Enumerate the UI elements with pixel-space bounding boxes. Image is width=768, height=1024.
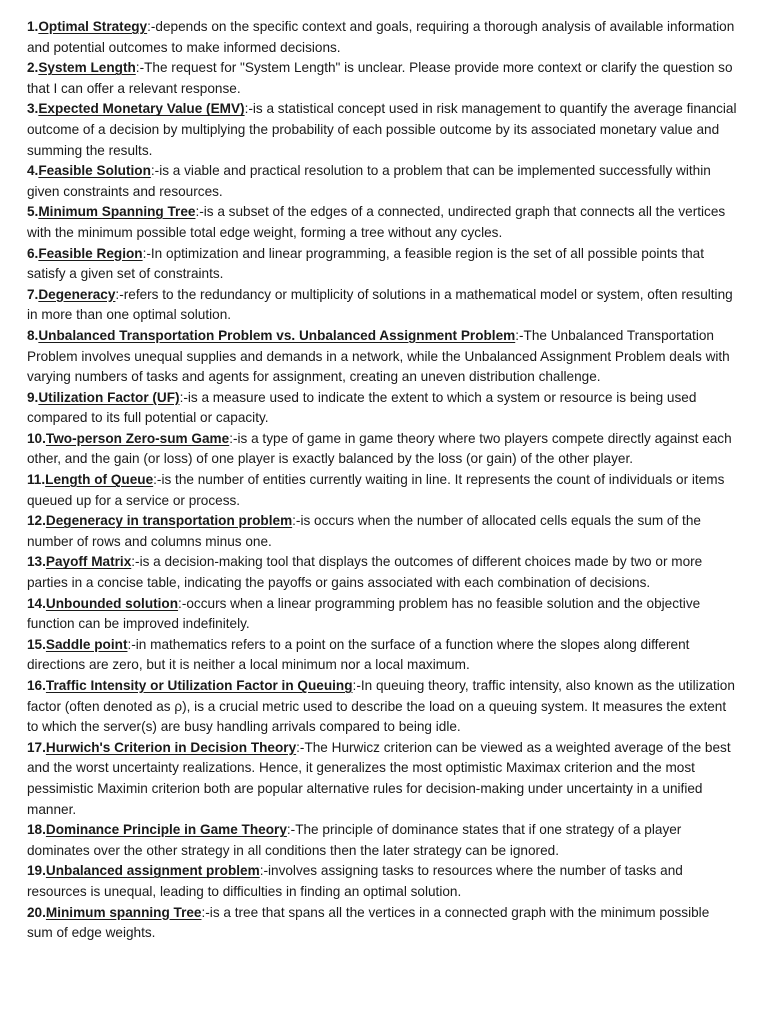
- entry-definition: :-in mathematics refers to a point on the surface of a function where the slopes along different directions are zero, but it is neither a local minimum nor a local maximum.: [27, 636, 690, 673]
- entry-definition: :-The Unbalanced Transportation Problem involves unequal supplies and demands in a network, while the Unbalanced Assignment Problem deals with varying numbers of tasks and agents for assignment, creating an uneven distribution challenge.: [27, 327, 730, 385]
- glossary-entry: [27, 58, 738, 99]
- entry-term: System Length: [38, 60, 136, 76]
- entry-definition: :-involves assigning tasks to resources where the number of tasks and resources is unequal, leading to difficulties in finding an optimal solution.: [27, 863, 683, 899]
- entry-term: Expected Monetary Value (EMV): [38, 101, 245, 117]
- glossary-entry: [27, 552, 738, 593]
- entry-definition: :-is a measure used to indicate the extent to which a system or resource is being used compared to its full potential or capacity.: [27, 389, 697, 426]
- entry-definition: :-The Hurwicz criterion can be viewed as a weighted average of the best and the worst uncertainty realizations. Hence, it generalizes the most optimistic Maximax criterion and the most pessimistic Maximin criterion both are popular alternative rules for decision-making under uncertainty in a unified manner.: [27, 739, 731, 817]
- entry-term: Unbalanced assignment problem: [45, 863, 260, 879]
- entry-term: Two-person Zero-sum Game: [45, 430, 230, 446]
- entry-term: Feasible Solution: [38, 163, 151, 179]
- entry-number: 10.: [27, 430, 46, 446]
- glossary-entry: [27, 738, 738, 820]
- entry-number: 3.: [27, 101, 39, 117]
- glossary-entry: [27, 388, 738, 429]
- glossary-entry: [27, 903, 738, 944]
- glossary-entry: [27, 244, 738, 285]
- entry-number: 1.: [27, 19, 39, 34]
- glossary-entry: [27, 676, 738, 738]
- entry-term: Degeneracy in transportation problem: [45, 513, 293, 529]
- entry-number: 4.: [27, 163, 39, 179]
- entry-term: Traffic Intensity or Utilization Factor in Queuing: [45, 678, 353, 693]
- entry-number: 13.: [27, 554, 46, 570]
- entry-definition: :-is the number of entities currently waiting in line. It represents the count of individuals or items queued up for a service or process.: [27, 472, 725, 508]
- entry-definition: :-In queuing theory, traffic intensity, also known as the utilization factor (often denoted as ρ), is a crucial metric used to describe the load on a queuing system. It measures the extent to which the server(s) are busy handling arrivals compared to being idle.: [27, 678, 735, 735]
- entry-term: Unbounded solution: [45, 595, 179, 611]
- glossary-entry: [27, 470, 738, 511]
- glossary-entry: [27, 635, 738, 676]
- glossary-entry: [27, 285, 738, 326]
- entry-term: Hurwich's Criterion in Decision Theory: [45, 739, 297, 755]
- entry-number: 18.: [27, 822, 46, 838]
- entry-term: Length of Queue: [45, 472, 154, 488]
- entry-term: Degeneracy: [38, 286, 116, 302]
- entry-number: 14.: [27, 595, 46, 611]
- entry-number: 15.: [27, 636, 46, 652]
- entry-number: 19.: [27, 863, 46, 879]
- entry-number: 6.: [27, 245, 39, 261]
- entry-number: 11.: [27, 472, 46, 488]
- entry-definition: :-occurs when a linear programming problem has no feasible solution and the objective function can be improved indefinitely.: [27, 595, 701, 632]
- glossary-entry: [27, 594, 738, 635]
- entry-definition: :-refers to the redundancy or multiplicity of solutions in a mathematical model or system, often resulting in more than one optimal solution.: [27, 286, 733, 323]
- glossary-entry: [27, 17, 738, 58]
- glossary-entry: [27, 161, 738, 202]
- glossary-entry: [27, 861, 738, 902]
- glossary-entry: [27, 99, 738, 161]
- entry-definition: :-The request for "System Length" is unclear. Please provide more context or clarify the question so that I can offer a relevant response.: [27, 60, 733, 96]
- glossary-entry: [27, 820, 738, 861]
- entry-term: Saddle point: [45, 636, 128, 652]
- entry-number: 17.: [27, 739, 46, 755]
- entry-definition: :-In optimization and linear programming, a feasible region is the set of all possible points that satisfy a given set of constraints.: [27, 245, 705, 282]
- entry-definition: :-is a statistical concept used in risk management to quantify the average financial outcome of a decision by multiplying the probability of each possible outcome by its associated monetary value and summing the results.: [27, 101, 737, 158]
- entry-number: 9.: [27, 389, 39, 405]
- glossary-entry: [27, 202, 738, 243]
- glossary-entry: [27, 326, 738, 388]
- entry-definition: :-is a tree that spans all the vertices in a connected graph with the minimum possible sum of edge weights.: [27, 904, 710, 941]
- entry-definition: :-depends on the specific context and goals, requiring a thorough analysis of available information and potential outcomes to make informed decisions.: [27, 19, 735, 55]
- entry-term: Unbalanced Transportation Problem vs. Unbalanced Assignment Problem: [38, 327, 516, 343]
- entry-definition: :-is a type of game in game theory where two players compete directly against each other, and the gain (or loss) of one player is exactly balanced by the loss (or gain) of the other player.: [27, 430, 732, 467]
- entry-definition: :-is occurs when the number of allocated cells equals the sum of the number of rows and columns minus one.: [27, 513, 701, 549]
- entry-definition: :-is a subset of the edges of a connected, undirected graph that connects all the vertices with the minimum possible total edge weight, forming a tree without any cycles.: [27, 204, 726, 240]
- entry-definition: :-is a viable and practical resolution to a problem that can be implemented successfully within given constraints and resources.: [27, 163, 711, 199]
- entry-term: Minimum spanning Tree: [45, 904, 202, 920]
- entry-term: Dominance Principle in Game Theory: [45, 822, 287, 838]
- entry-definition: :-is a decision-making tool that displays the outcomes of different choices made by two or more parties in a concise table, indicating the payoffs or gains associated with each combination of decisions.: [27, 554, 703, 591]
- entry-number: 7.: [27, 286, 39, 302]
- entry-number: 16.: [27, 678, 46, 693]
- entry-definition: :-The principle of dominance states that if one strategy of a player dominates over the other strategy in all conditions then the later strategy can be ignored.: [27, 822, 682, 858]
- glossary-entry: [27, 429, 738, 470]
- entry-term: Payoff Matrix: [45, 554, 132, 570]
- glossary-entry: [27, 511, 738, 552]
- entry-number: 2.: [27, 60, 39, 76]
- entry-number: 8.: [27, 327, 39, 343]
- entry-term: Minimum Spanning Tree: [38, 204, 196, 220]
- entry-term: Feasible Region: [38, 245, 143, 261]
- entry-number: 12.: [27, 513, 46, 529]
- entry-number: 20.: [27, 904, 46, 920]
- entry-term: Optimal Strategy: [38, 19, 148, 34]
- entry-term: Utilization Factor (UF): [38, 389, 180, 405]
- entry-number: 5.: [27, 204, 39, 220]
